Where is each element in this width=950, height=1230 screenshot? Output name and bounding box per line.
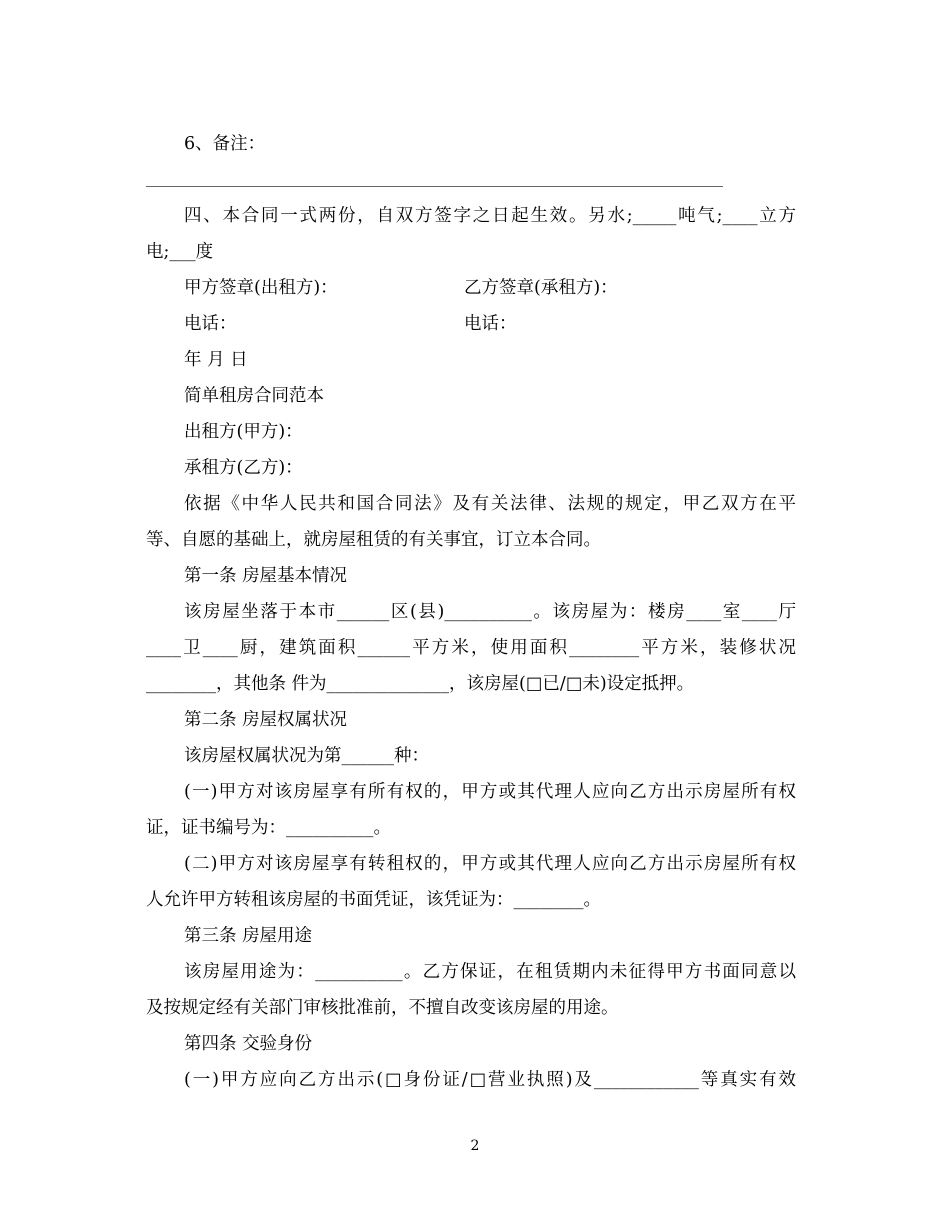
paragraph-line: 人允许甲方转租该房屋的书面凭证，该凭证为：________。 xyxy=(146,890,601,910)
party-a-phone-label: 电话： xyxy=(184,314,237,334)
article-heading: 第四条 交验身份 xyxy=(184,1034,313,1054)
paragraph-line: 该房屋用途为：__________。乙方保证，在租赁期内未征得甲方书面同意以 xyxy=(184,962,796,982)
paragraph-line: 四、本合同一式两份，自双方签字之日起生效。另水;_____吨气;____立方 xyxy=(184,206,796,226)
paragraph-line: 该房屋坐落于本市______区(县)__________。该房屋为：楼房____室____厅 xyxy=(184,602,796,622)
party-b-phone-label: 电话： xyxy=(464,314,517,334)
paragraph-line: (一)甲方对该房屋享有所有权的，甲方或其代理人应向乙方出示房屋所有权 xyxy=(184,782,796,802)
phone-row xyxy=(146,306,796,342)
paragraph-line: 证，证书编号为：__________。 xyxy=(146,818,391,838)
lessee-line: 承租方(乙方)： xyxy=(184,458,303,478)
page-number: 2 xyxy=(470,1138,480,1154)
date-line: 年 月 日 xyxy=(184,350,248,370)
paragraph-line: 依据《中华人民共和国合同法》及有关法律、法规的规定，甲乙双方在平 xyxy=(184,494,796,514)
paragraph-line: 电;___度 xyxy=(146,242,214,262)
article-heading: 第二条 房屋权属状况 xyxy=(184,710,348,730)
signature-row xyxy=(146,270,796,306)
paragraph-line: 该房屋权属状况为第______种： xyxy=(184,746,429,766)
party-a-signature-label: 甲方签章(出租方)： xyxy=(184,278,338,298)
article-heading: 第一条 房屋基本情况 xyxy=(184,566,348,586)
paragraph-line: 及按规定经有关部门审核批准前，不擅自改变该房屋的用途。 xyxy=(146,998,619,1018)
lessor-line: 出租方(甲方)： xyxy=(184,422,303,442)
remarks-blank-rule xyxy=(146,186,723,187)
paragraph-line: (二)甲方对该房屋享有转租权的，甲方或其代理人应向乙方出示房屋所有权 xyxy=(184,854,796,874)
paragraph-line: 等、自愿的基础上，就房屋租赁的有关事宜，订立本合同。 xyxy=(146,530,601,550)
paragraph-line: ____卫____厨，建筑面积______平方米，使用面积________平方米，装修状况 xyxy=(146,638,796,658)
remarks-line: 6、备注： xyxy=(184,134,266,154)
article-heading: 第三条 房屋用途 xyxy=(184,926,313,946)
paragraph-line: ________，其他条 件为______________，该房屋(□已/□未)设定抵押。 xyxy=(146,674,695,694)
paragraph-line: (一)甲方应向乙方出示(□身份证/□营业执照)及____________等真实有效 xyxy=(184,1070,796,1090)
section-title: 简单租房合同范本 xyxy=(184,386,324,406)
party-b-signature-label: 乙方签章(承租方)： xyxy=(464,278,618,298)
